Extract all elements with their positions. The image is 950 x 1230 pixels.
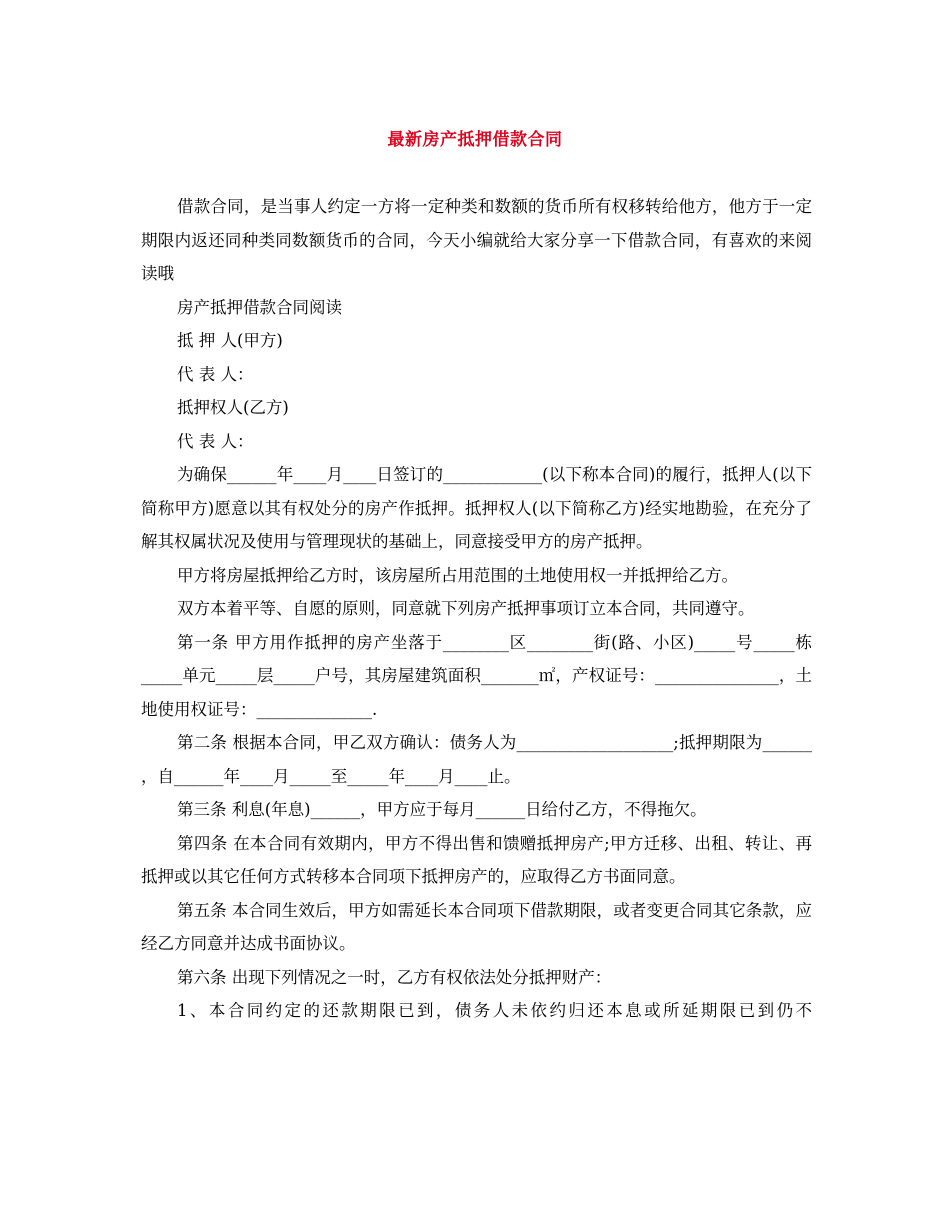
mortgagor-representative-field: 代 表 人： (177, 364, 254, 384)
mortgagee-field: 抵押权人(乙方) (177, 398, 289, 417)
intro-paragraph: 借款合同，是当事人约定一方将一定种类和数额的货币所有权移转给他方，他方于一定期限内返还同种类同数额货币的合同，今天小编就给大家分享一下借款合同，有喜欢的来阅读哦 (141, 197, 812, 283)
purpose-paragraph: 为确保______年____月____日签订的____________(以下称本合同)的履行，抵押人(以下简称甲方)愿意以其有权处分的房产作抵押。抵押权人(以下简称乙方)经实地勘验，在充分了解其权属状况及使用与管理现状的基础上，同意接受甲方的房产抵押。 (141, 465, 812, 551)
land-use-paragraph: 甲方将房屋抵押给乙方时，该房屋所占用范围的土地使用权一并抵押给乙方。 (177, 565, 738, 585)
section-heading: 房产抵押借款合同阅读 (177, 297, 342, 317)
article-4: 第四条 在本合同有效期内，甲方不得出售和馈赠抵押房产;甲方迁移、出租、转让、再抵押或以其它任何方式转移本合同项下抵押房产的，应取得乙方书面同意。 (141, 833, 812, 886)
article-3: 第三条 利息(年息)______，甲方应于每月______日给付乙方，不得拖欠。 (177, 800, 707, 819)
article-6-item-1: 1、本合同约定的还款期限已到，债务人未依约归还本息或所延期限已到仍不 (177, 1001, 812, 1020)
mortgagee-representative-field: 代 表 人： (177, 431, 254, 451)
mortgagor-field: 抵 押 人(甲方) (177, 331, 283, 350)
article-5: 第五条 本合同生效后，甲方如需延长本合同项下借款期限，或者变更合同其它条款，应经乙方同意并达成书面协议。 (141, 900, 812, 953)
article-1: 第一条 甲方用作抵押的房产坐落于________区________街(路、小区)_____号_____栋_____单元_____层_____户号，其房屋建筑面积_______㎡，产权证号：_______________，土地使用权证号：______________. (141, 632, 812, 719)
document-body (141, 190, 812, 1028)
document-title: 最新房产抵押借款合同 (387, 130, 563, 150)
agreement-paragraph: 双方本着平等、自愿的原则，同意就下列房产抵押事项订立本合同，共同遵守。 (177, 599, 755, 618)
article-6: 第六条 出现下列情况之一时，乙方有权依法处分抵押财产： (177, 967, 612, 987)
article-2: 第二条 根据本合同，甲乙双方确认：债务人为___________________;抵押期限为______ ，自______年____月_____至_____年____月____止。 (141, 733, 812, 786)
